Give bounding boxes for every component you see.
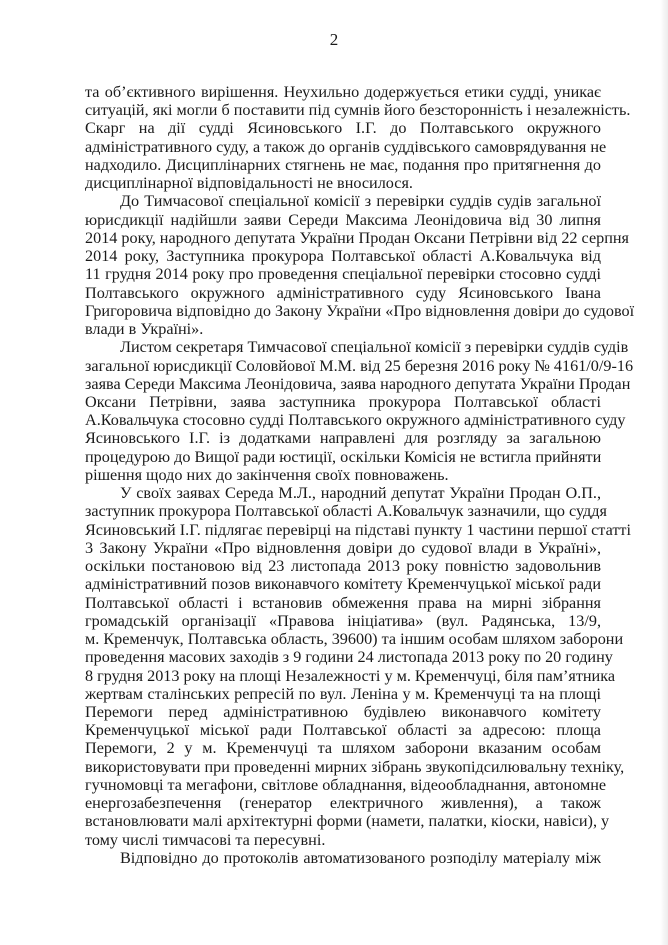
paragraph [85,338,634,484]
text-line: використовувати при проведенні мирних зібрань звукопідсилювальну техніку, [85,757,625,776]
text-line: та об’єктивного вирішення. Неухильно додержується етики судді, уникає [85,83,601,101]
text-line: юрисдикції надійшли заяви Середи Максима Леонідовича від 30 липня [85,210,601,229]
text-line: адміністративний позов виконавчого комітету Кременчуцької міської ради [85,575,601,594]
text-line: енергозабезпечення (генератор електричного живлення), а також [85,794,601,813]
text-line: оскільки постановою від 23 листопада 2013 року повністю задовольнив [85,557,601,576]
text-line: заступник прокурора Полтавської області А.Ковальчук зазначили, що суддя [85,502,607,521]
text-line: гучномовці та мегафони, світлове обладнання, відеообладнання, автономне [85,775,607,794]
text-line: 11 грудня 2014 року про проведення спеціальної перевірки стосовно судді [85,265,601,284]
text-line: До Тимчасової спеціальної комісії з перевірки суддів судів загальної [120,192,601,211]
paragraph [85,849,601,867]
text-line: 8 грудня 2013 року на площі Незалежності у м. Кременчуці, біля пам’ятника [85,666,616,685]
text-line: Перемоги, 2 у м. Кременчуці та шляхом заборони вказаним особам [85,739,601,758]
text-line: Григоровича відповідно до Закону України «Про відновлення довіри до судової [85,301,635,320]
text-line: рішення щодо них до закінчення своїх повноважень. [85,465,449,484]
text-line: Кременчуцької міської ради Полтавської області за адресою: площа [85,721,601,740]
text-line: 3 Закону України «Про відновлення довіри до судової влади в Україні», [85,538,601,557]
text-line: Ясиновського І.Г. із додатками направлені для розгляду за загальною [85,429,601,448]
text-line: тому числі тимчасові та пересувні. [85,830,326,849]
text-line: жертвам сталінських репресій по вул. Леніна у м. Кременчуці та на площі [85,684,601,703]
text-line: м. Кременчук, Полтавська область, 39600) та іншим особам шляхом заборони [85,630,624,649]
text-line: проведення масових заходів з 9 години 24 листопада 2013 року по 20 годину [85,648,613,667]
text-line: дисциплінарної відповідальності не вносилося. [85,174,413,193]
text-line: надходило. Дисциплінарних стягнень не має, подання про притягнення до [85,155,601,174]
text-line: Ясиновський І.Г. підлягає перевірці на підставі пункту 1 частини першої статті [85,520,631,539]
page-number: 2 [329,30,339,49]
text-line: влади в Україні». [85,320,204,339]
text-line: 2014 року, народного депутата України Продан Оксани Петрівни від 22 серпня [85,228,629,247]
text-line: загальної юрисдикції Соловйової М.М. від 25 березня 2016 року № 4161/0/9-16 [85,356,634,375]
text-line: Оксани Петрівни, заява заступника прокурора Полтавської області [85,392,601,411]
text-line: процедурою до Вищої ради юстиції, оскільки Комісія не встигла прийняти [85,447,602,466]
paragraph [85,83,631,193]
text-line: Перемоги перед адміністративною будівлею виконавчого комітету [85,702,601,721]
text-line: Полтавського окружного адміністративного суду Ясиновського Івана [85,283,601,302]
text-line: адміністративного суду, а також до органів суддівського самоврядування не [85,137,607,156]
scan-edge-shadow [660,0,668,945]
paragraph [85,484,631,849]
document-body [85,83,635,867]
text-line: Листом секретаря Тимчасової спеціальної комісії з перевірки суддів судів [120,338,629,357]
text-line: 2014 року, Заступника прокурора Полтавської області А.Ковальчука від [85,247,601,266]
text-line: А.Ковальчука стосовно судді Полтавського окружного адміністративного суду [85,411,626,430]
paragraph [85,192,635,339]
text-line: громадській організації «Правова ініціатива» (вул. Радянська, 13/9, [85,611,601,630]
text-line: Полтавської області і встановив обмеження права на мирні зібрання [85,593,601,612]
text-line: Скарг на дії судді Ясиновського І.Г. до Полтавського окружного [85,119,601,138]
text-line: Відповідно до протоколів автоматизованого розподілу матеріалу між [120,848,601,867]
text-line: заява Середи Максима Леонідовича, заява народного депутата України Продан [85,374,631,393]
text-line: ситуацій, які могли б поставити під сумнів його безсторонність і незалежність. [85,101,631,120]
text-line: У своїх заявах Середа М.Л., народний депутат України Продан О.П., [120,484,601,503]
text-line: встановлювати малі архітектурні форми (намети, палатки, кіоски, навіси), у [85,812,610,831]
